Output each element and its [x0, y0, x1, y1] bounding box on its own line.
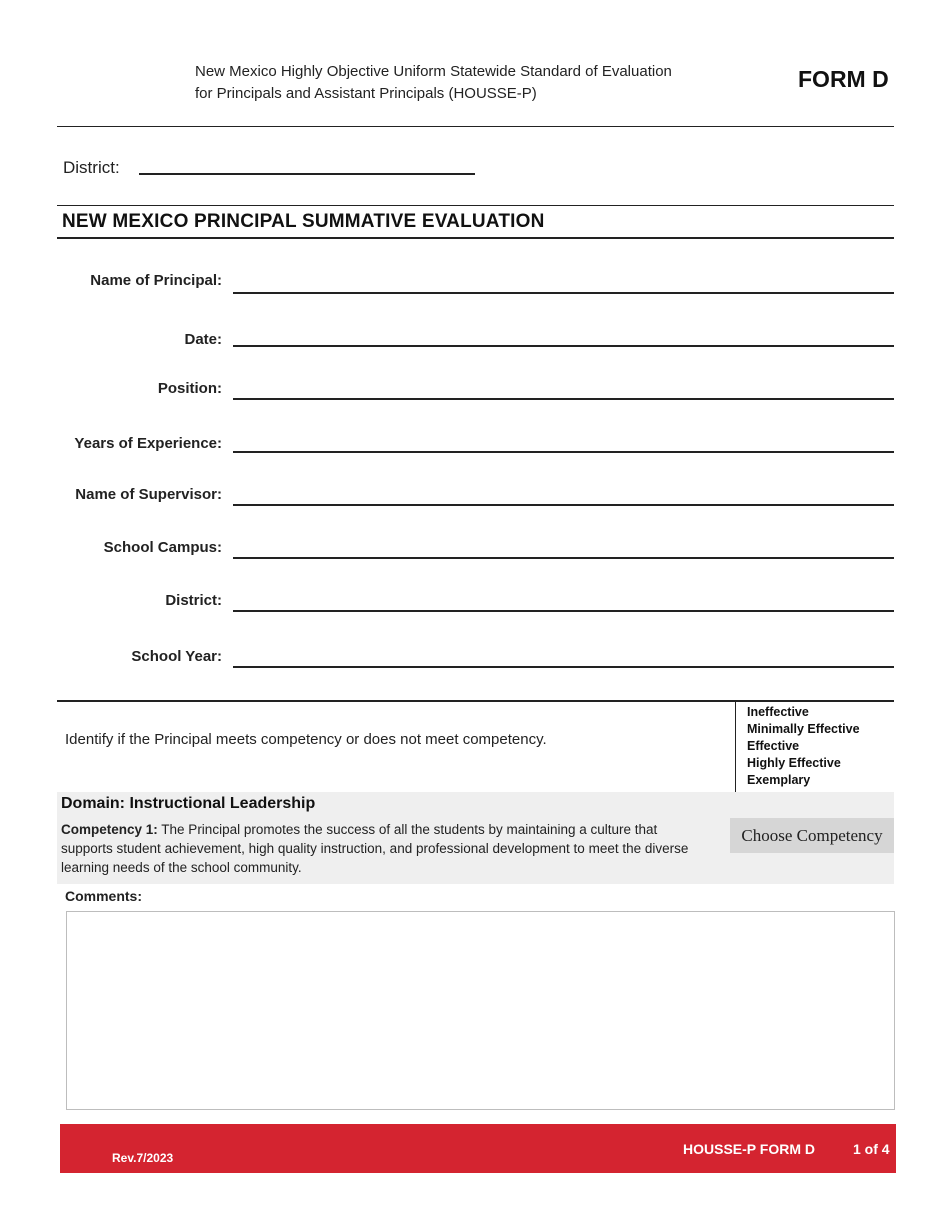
section-divider-bottom — [57, 237, 894, 239]
revision-label: Rev.7/2023 — [112, 1151, 174, 1165]
school-campus-label: School Campus: — [103, 539, 222, 556]
date-label: Date: — [184, 331, 222, 348]
domain-title: Domain: Instructional Leadership — [61, 795, 316, 812]
school-year-field[interactable] — [233, 666, 894, 668]
rating-option: Highly Effective — [747, 756, 841, 770]
choose-competency-dropdown[interactable]: Choose Competency — [730, 818, 894, 853]
district-label: District: — [165, 592, 222, 609]
top-district-label: District: — [63, 158, 120, 177]
page-title: NEW MEXICO PRINCIPAL SUMMATIVE EVALUATION — [62, 211, 545, 232]
school-year-label: School Year: — [131, 648, 222, 665]
competency-description — [61, 820, 711, 877]
date-field[interactable] — [233, 345, 894, 347]
rating-option: Ineffective — [747, 705, 809, 719]
instruction-text: Identify if the Principal meets competency or does not meet competency. — [65, 731, 547, 748]
footer-form-name: HOUSSE-P FORM D — [683, 1141, 815, 1157]
competency-divider — [57, 700, 894, 702]
school-campus-field[interactable] — [233, 557, 894, 559]
principal-name-label: Name of Principal: — [90, 272, 222, 289]
rating-column-divider — [735, 702, 736, 792]
supervisor-name-field[interactable] — [233, 504, 894, 506]
position-field[interactable] — [233, 398, 894, 400]
position-label: Position: — [157, 380, 222, 397]
comments-textarea[interactable] — [66, 911, 895, 1110]
district-field[interactable] — [233, 610, 894, 612]
comments-label: Comments: — [65, 888, 143, 904]
competency-label: Competency 1: — [61, 822, 158, 837]
form-id: FORM D — [798, 66, 889, 92]
top-district-field[interactable] — [139, 173, 475, 175]
principal-name-field[interactable] — [233, 292, 894, 294]
rating-option: Exemplary — [747, 773, 811, 787]
supervisor-name-label: Name of Supervisor: — [75, 486, 222, 503]
rating-option: Minimally Effective — [747, 722, 860, 736]
rating-option: Effective — [747, 739, 800, 753]
competency-text: The Principal promotes the success of all the students by maintaining a culture that supports student achievement, high quality instruction, and professional development to meet the diverse learning needs of the school community. — [61, 822, 689, 875]
rating-scale — [747, 704, 860, 789]
years-experience-field[interactable] — [233, 451, 894, 453]
years-experience-label: Years of Experience: — [74, 435, 222, 452]
header-divider — [57, 126, 894, 127]
section-divider-top — [57, 205, 894, 206]
header-title-line1: New Mexico Highly Objective Uniform Statewide Standard of Evaluation — [195, 63, 672, 80]
page-number: 1 of 4 — [853, 1141, 890, 1157]
header-title-line2: for Principals and Assistant Principals (HOUSSE-P) — [195, 85, 537, 102]
